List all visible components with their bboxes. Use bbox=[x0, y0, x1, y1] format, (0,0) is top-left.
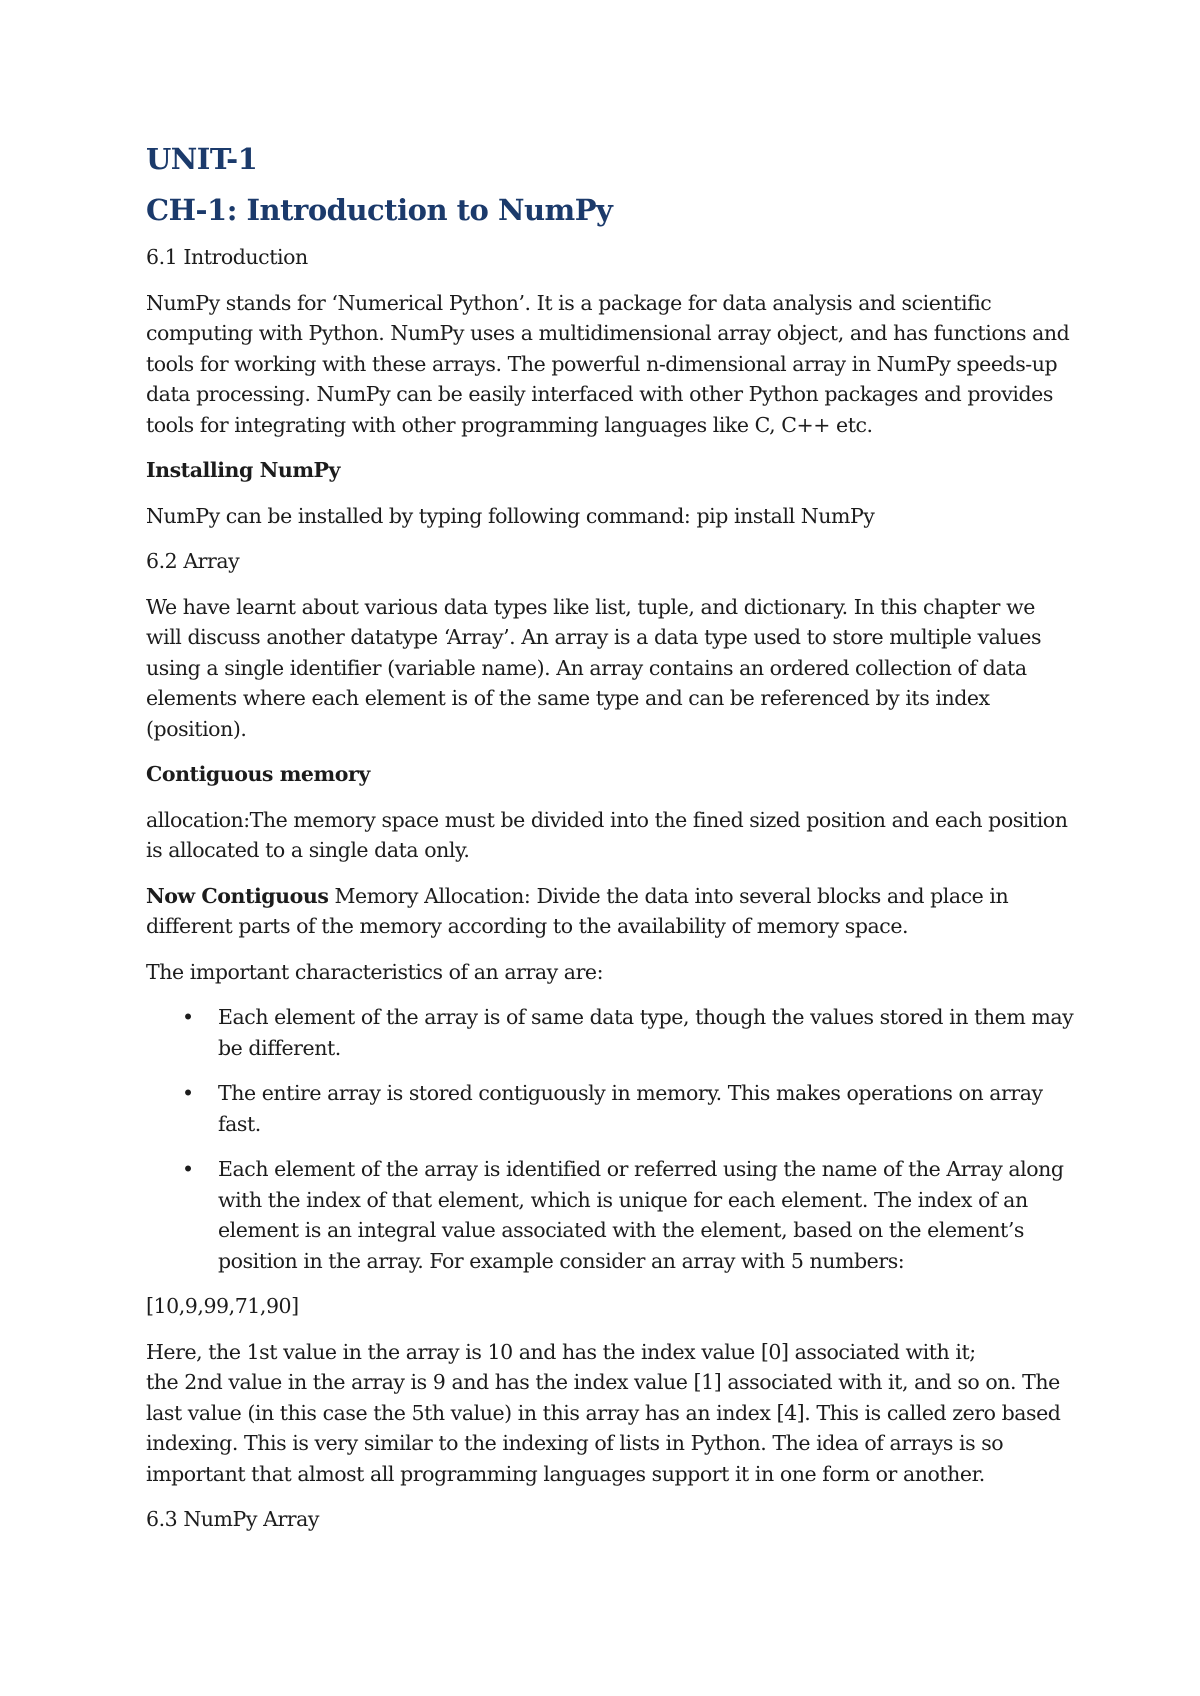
non-contiguous-lead: Now Contiguous bbox=[146, 883, 329, 908]
bullet-icon: • bbox=[182, 1005, 194, 1029]
installing-numpy-text: NumPy can be installed by typing following command: pip install NumPy bbox=[146, 503, 875, 528]
page-content bbox=[146, 140, 1076, 1550]
unit-title: UNIT-1 bbox=[146, 142, 258, 176]
list-item bbox=[146, 1002, 1076, 1063]
explanation-line-1: Here, the 1st value in the array is 10 and has the index value [0] associated with it; bbox=[146, 1339, 976, 1364]
contiguous-memory-text: allocation:The memory space must be divided into the fined sized position and each position is allocated to a single data only. bbox=[146, 807, 1068, 862]
non-contiguous-paragraph bbox=[146, 881, 1076, 942]
contiguous-memory-heading: Contiguous memory bbox=[146, 762, 370, 786]
list-item-text: The entire array is stored contiguously in memory. This makes operations on array fast. bbox=[218, 1081, 1043, 1136]
bullet-icon: • bbox=[182, 1081, 194, 1105]
explanation-line-2: the 2nd value in the array is 9 and has the index value [1] associated with it, and so on. The last value (in this case the 5th value) in this array has an index [4]. This is called zero based indexing. This is very similar to the indexing of lists in Python. The idea of arrays is so important that almost all programming languages support it in one form or another. bbox=[146, 1370, 1061, 1486]
characteristics-intro: The important characteristics of an array are: bbox=[146, 959, 604, 984]
section-6-1-title: 6.1 Introduction bbox=[146, 245, 308, 269]
chapter-title: CH-1: Introduction to NumPy bbox=[146, 193, 613, 227]
bullet-icon: • bbox=[182, 1157, 194, 1181]
section-6-2-title: 6.2 Array bbox=[146, 549, 240, 573]
section-6-2-paragraph: We have learnt about various data types like list, tuple, and dictionary. In this chapter we will discuss another datatype ‘Array’. An array is a data type used to store multiple values using a single identifier (variable name). An array contains an ordered collection of data elements where each element is of the same type and can be referenced by its index (position). bbox=[146, 594, 1042, 741]
list-item bbox=[146, 1078, 1076, 1139]
list-item-text: Each element of the array is of same data type, though the values stored in them may be different. bbox=[218, 1005, 1074, 1060]
example-array: [10,9,99,71,90] bbox=[146, 1294, 299, 1318]
section-6-3-title: 6.3 NumPy Array bbox=[146, 1507, 320, 1531]
installing-numpy-heading: Installing NumPy bbox=[146, 458, 340, 482]
list-item bbox=[146, 1154, 1076, 1276]
section-6-1-paragraph: NumPy stands for ‘Numerical Python’. It is a package for data analysis and scientific computing with Python. NumPy uses a multidimensional array object, and has functions and tools for working with these arrays. The powerful n-dimensional array in NumPy speeds-up data processing. NumPy can be easily interfaced with other Python packages and provides tools for integrating with other programming languages like C, C++ etc. bbox=[146, 290, 1070, 437]
characteristics-list bbox=[146, 1002, 1076, 1276]
list-item-text: Each element of the array is identified or referred using the name of the Array along with the index of that element, which is unique for each element. The index of an element is an integral value associated with the element, based on the element’s position in the array. For example consider an array with 5 numbers: bbox=[218, 1157, 1064, 1273]
non-contiguous-text: Memory Allocation: Divide the data into several blocks and place in different parts of the memory according to the availability of memory space. bbox=[146, 883, 1009, 938]
